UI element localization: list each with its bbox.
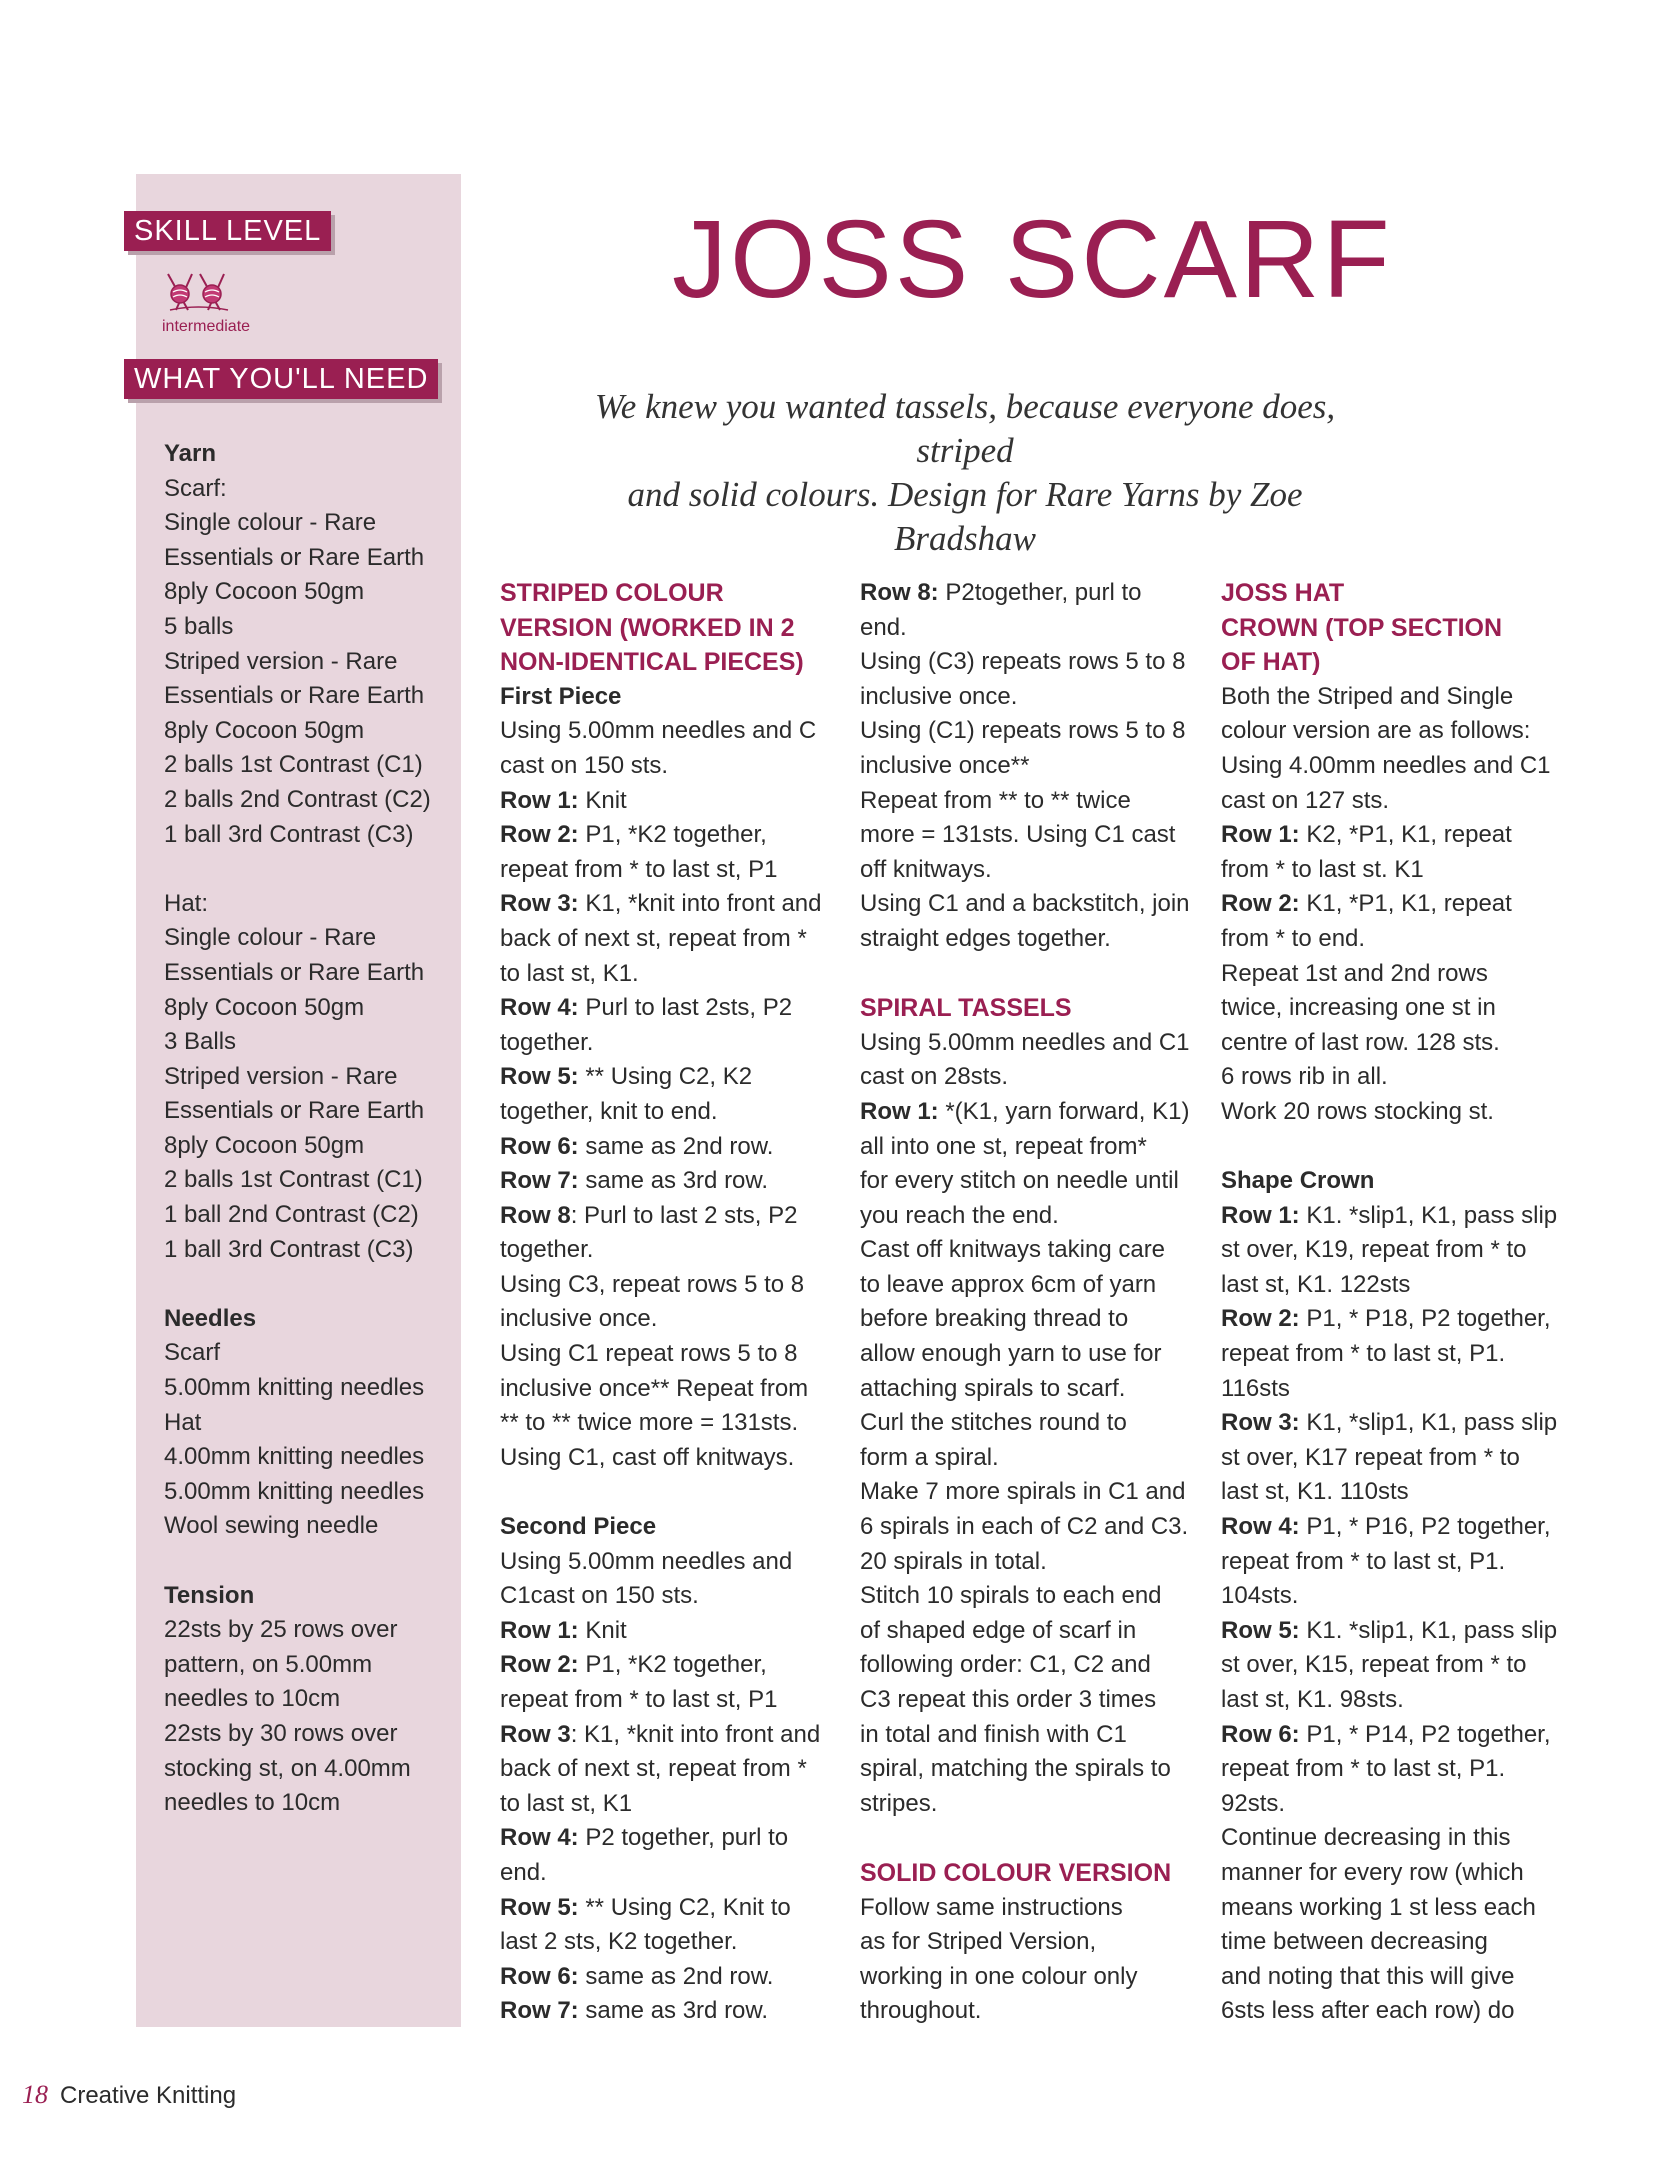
row-label: Row 4: (1221, 1513, 1300, 1541)
pattern-line: repeat from * to last st, P1 (500, 855, 778, 883)
pattern-line: Using (C3) repeats rows 5 to 8 (860, 648, 1186, 676)
pattern-line (1221, 1718, 1581, 1753)
pattern-line: 92sts. (1221, 1789, 1286, 1817)
pattern-line: to last st, K1. (500, 959, 639, 987)
pattern-line (500, 1060, 840, 1095)
pattern-line: Using 5.00mm needles and C1 (860, 1028, 1190, 1056)
pattern-line: Using 5.00mm needles and C (500, 717, 817, 745)
materials-line: Wool sewing needle (164, 1512, 379, 1540)
materials-line: 5.00mm knitting needles (164, 1477, 425, 1505)
pattern-line: Using 5.00mm needles and (500, 1547, 793, 1575)
materials-line: Essentials or Rare Earth (164, 682, 425, 710)
row-instruction: same as 2nd row. (578, 1132, 774, 1160)
pattern-line: Continue decreasing in this (1221, 1824, 1511, 1852)
pattern-line: back of next st, repeat from * (500, 1755, 807, 1783)
pattern-line: 6 spirals in each of C2 and C3. (860, 1513, 1189, 1541)
row-label: Row 3 (500, 1720, 571, 1748)
materials-line: Striped version - Rare (164, 647, 398, 675)
materials-line: 8ply Cocoon 50gm (164, 1131, 365, 1159)
materials-list (164, 437, 454, 1821)
pattern-line (500, 784, 840, 819)
pattern-line: following order: C1, C2 and (860, 1651, 1151, 1679)
row-instruction: P1, *K2 together, (578, 821, 767, 849)
subsection-heading: Second Piece (500, 1513, 657, 1541)
pattern-column-1 (500, 576, 840, 2029)
materials-line: Hat (164, 1408, 202, 1436)
subsection-heading: Shape Crown (1221, 1167, 1375, 1195)
pattern-line: end. (500, 1858, 547, 1886)
pattern-line: last st, K1. 110sts (1221, 1478, 1409, 1506)
row-label: Row 6: (500, 1962, 579, 1990)
row-label: Row 3: (500, 890, 579, 918)
pattern-line (500, 991, 840, 1026)
row-label: Row 8 (500, 1201, 571, 1229)
pattern-line: st over, K17 repeat from * to (1221, 1443, 1520, 1471)
pattern-line: repeat from * to last st, P1 (500, 1686, 778, 1713)
pattern-line: allow enough yarn to use for (860, 1340, 1162, 1368)
row-label: Row 4: (500, 994, 579, 1022)
pattern-column-2 (860, 576, 1200, 2029)
pattern-line (1221, 1510, 1581, 1545)
pattern-line (500, 1614, 840, 1649)
row-instruction: K1, *P1, K1, repeat (1299, 890, 1512, 918)
yarn-balls-icon (162, 270, 236, 312)
pattern-line: cast on 28sts. (860, 1063, 1009, 1091)
materials-line: Essentials or Rare Earth (164, 958, 425, 986)
row-label: Row 7: (500, 1167, 579, 1195)
row-label: Row 2: (1221, 1305, 1300, 1333)
pattern-line (860, 1095, 1200, 1130)
materials-line: Single colour - Rare (164, 924, 377, 952)
pattern-line (1221, 1406, 1581, 1441)
pattern-line: and noting that this will give (1221, 1962, 1515, 1990)
pattern-line: Work 20 rows stocking st. (1221, 1097, 1494, 1125)
pattern-line: Repeat from ** to ** twice (860, 786, 1131, 814)
pattern-line: throughout. (860, 1997, 982, 2025)
row-label: Row 1: (1221, 1201, 1300, 1229)
pattern-line: cast on 127 sts. (1221, 786, 1390, 814)
pattern-line (500, 1718, 840, 1753)
row-label: Row 2: (500, 821, 579, 849)
pattern-line: means working 1 st less each (1221, 1893, 1536, 1921)
pattern-line (500, 1994, 840, 2029)
pattern-line: Using C1, cast off knitways. (500, 1443, 795, 1471)
materials-line: pattern, on 5.00mm (164, 1650, 373, 1678)
pattern-line: inclusive once** (860, 751, 1030, 779)
pattern-line (1221, 818, 1581, 853)
row-instruction: K1, *slip1, K1, pass slip (1299, 1409, 1558, 1437)
intro-line: and solid colours. Design for Rare Yarns by Zoe Bradshaw (627, 475, 1303, 558)
pattern-line: inclusive once. (500, 1305, 658, 1333)
materials-line: 3 Balls (164, 1028, 237, 1056)
pattern-column-3 (1221, 576, 1581, 2029)
pattern-line: time between decreasing (1221, 1928, 1488, 1956)
pattern-line: centre of last row. 128 sts. (1221, 1028, 1500, 1056)
row-label: Row 2: (1221, 890, 1300, 918)
pattern-line: off knitways. (860, 855, 992, 883)
materials-line: 5 balls (164, 612, 234, 640)
row-instruction: Knit (578, 786, 627, 814)
materials-line: 22sts by 25 rows over (164, 1616, 398, 1644)
row-instruction: Knit (578, 1616, 627, 1644)
pattern-line: you reach the end. (860, 1201, 1059, 1229)
row-label: Row 1: (500, 786, 579, 814)
pattern-line: from * to end. (1221, 924, 1366, 952)
section-heading: VERSION (WORKED IN 2 (500, 613, 795, 642)
row-label: Row 4: (500, 1824, 579, 1852)
row-label: Row 1: (500, 1616, 579, 1644)
intro-text (560, 385, 1370, 561)
pattern-line: manner for every row (which (1221, 1858, 1524, 1886)
pattern-line: Using C1 repeat rows 5 to 8 (500, 1340, 798, 1368)
pattern-line: back of next st, repeat from * (500, 924, 807, 952)
pattern-line (500, 1648, 840, 1683)
materials-line: needles to 10cm (164, 1789, 341, 1817)
materials-line (164, 1544, 454, 1579)
materials-section-heading: Needles (164, 1304, 257, 1332)
row-instruction: K1. *slip1, K1, pass slip (1299, 1616, 1558, 1644)
what-you-need-heading: WHAT YOU'LL NEED (124, 359, 438, 399)
pattern-line (500, 1199, 840, 1234)
pattern-line: attaching spirals to scarf. (860, 1374, 1126, 1402)
materials-line: Striped version - Rare (164, 1062, 398, 1090)
page-title: JOSS SCARF (672, 198, 1393, 321)
row-instruction: same as 3rd row. (578, 1167, 769, 1195)
page-footer (22, 2080, 236, 2110)
pattern-line (1221, 1302, 1581, 1337)
pattern-line: Stitch 10 spirals to each end (860, 1582, 1162, 1610)
row-instruction: P1, * P18, P2 together, (1299, 1305, 1551, 1333)
row-instruction: K1, *knit into front and (578, 890, 822, 918)
pattern-line: 116sts (1221, 1374, 1290, 1402)
row-instruction: same as 3rd row. (578, 1997, 769, 2025)
pattern-line (500, 1960, 840, 1995)
materials-line: Scarf (164, 1339, 221, 1367)
materials-line: 1 ball 2nd Contrast (C2) (164, 1201, 419, 1229)
pattern-line: to last st, K1 (500, 1789, 633, 1817)
pattern-line: Follow same instructions (860, 1893, 1123, 1921)
pattern-line: cast on 150 sts. (500, 751, 669, 779)
pattern-line: working in one colour only (860, 1962, 1138, 1990)
row-label: Row 1: (860, 1097, 939, 1125)
pattern-line: before breaking thread to (860, 1305, 1129, 1333)
row-instruction: *(K1, yarn forward, K1) (938, 1097, 1190, 1125)
pattern-line: C3 repeat this order 3 times (860, 1686, 1157, 1713)
row-label: Row 5: (500, 1893, 579, 1921)
pattern-line (860, 957, 1200, 992)
publication-name: Creative Knitting (60, 2082, 237, 2109)
materials-line: 1 ball 3rd Contrast (C3) (164, 1235, 414, 1263)
pattern-line (1221, 887, 1581, 922)
materials-line: 22sts by 30 rows over (164, 1719, 398, 1747)
materials-line: 2 balls 1st Contrast (C1) (164, 751, 423, 779)
row-instruction: same as 2nd row. (578, 1962, 774, 1990)
pattern-line (860, 1821, 1200, 1856)
pattern-line: Repeat 1st and 2nd rows (1221, 959, 1488, 987)
pattern-line: together, knit to end. (500, 1097, 718, 1125)
pattern-line: repeat from * to last st, P1. (1221, 1547, 1506, 1575)
pattern-line: Cast off knitways taking care (860, 1236, 1166, 1264)
section-heading: STRIPED COLOUR (500, 579, 724, 607)
pattern-line (500, 1475, 840, 1510)
pattern-line: together. (500, 1236, 594, 1264)
pattern-line (500, 1130, 840, 1165)
pattern-line: end. (860, 613, 907, 641)
materials-section-heading: Yarn (164, 440, 217, 467)
pattern-line (500, 1821, 840, 1856)
materials-line: 8ply Cocoon 50gm (164, 993, 365, 1021)
pattern-line: Both the Striped and Single (1221, 682, 1514, 710)
pattern-line: repeat from * to last st, P1. (1221, 1340, 1506, 1368)
materials-section-heading: Tension (164, 1581, 255, 1609)
pattern-line (500, 887, 840, 922)
row-instruction: P1, *K2 together, (578, 1651, 767, 1679)
pattern-line: last st, K1. 98sts. (1221, 1686, 1404, 1713)
pattern-line: 20 spirals in total. (860, 1547, 1047, 1575)
section-heading: SPIRAL TASSELS (860, 994, 1072, 1023)
row-instruction: ** Using C2, K2 (578, 1063, 753, 1091)
skill-level-heading: SKILL LEVEL (124, 211, 331, 251)
pattern-line: Make 7 more spirals in C1 and (860, 1478, 1186, 1506)
subsection-heading: First Piece (500, 682, 622, 710)
row-label: Row 6: (500, 1132, 579, 1160)
pattern-line: to leave approx 6cm of yarn (860, 1270, 1157, 1298)
pattern-line: from * to last st. K1 (1221, 855, 1424, 883)
materials-line (164, 1267, 454, 1302)
row-instruction: P2together, purl to (938, 579, 1142, 606)
pattern-line (500, 1891, 840, 1926)
pattern-line: ** to ** twice more = 131sts. (500, 1409, 799, 1437)
intro-line: We knew you wanted tassels, because everyone does, striped (594, 387, 1336, 470)
pattern-line: straight edges together. (860, 924, 1111, 952)
pattern-line: of shaped edge of scarf in (860, 1616, 1137, 1644)
pattern-line: last 2 sts, K2 together. (500, 1928, 738, 1956)
pattern-line (1221, 1614, 1581, 1649)
page-number: 18 (22, 2080, 48, 2109)
materials-line: Hat: (164, 889, 209, 917)
pattern-line: 6 rows rib in all. (1221, 1063, 1388, 1091)
row-instruction: : Purl to last 2 sts, P2 (570, 1201, 798, 1229)
pattern-line (500, 818, 840, 853)
row-instruction: P2 together, purl to (578, 1824, 789, 1852)
row-instruction: : K1, *knit into front and (570, 1720, 821, 1748)
row-instruction: Purl to last 2sts, P2 (578, 994, 793, 1022)
row-instruction: K1. *slip1, K1, pass slip (1299, 1201, 1558, 1229)
pattern-line: Using C1 and a backstitch, join (860, 890, 1190, 918)
materials-line: Scarf: (164, 474, 227, 502)
pattern-line: form a spiral. (860, 1443, 999, 1471)
row-label: Row 6: (1221, 1720, 1300, 1748)
pattern-line: st over, K15, repeat from * to (1221, 1651, 1527, 1679)
pattern-line: as for Striped Version, (860, 1928, 1097, 1956)
materials-line: 5.00mm knitting needles (164, 1374, 425, 1402)
pattern-line: Using 4.00mm needles and C1 (1221, 751, 1551, 779)
materials-line: 2 balls 2nd Contrast (C2) (164, 785, 431, 813)
pattern-line: C1cast on 150 sts. (500, 1582, 699, 1610)
pattern-line: colour version are as follows: (1221, 717, 1531, 745)
row-instruction: ** Using C2, Knit to (578, 1893, 791, 1921)
pattern-line: last st, K1. 122sts (1221, 1270, 1411, 1298)
materials-line: Essentials or Rare Earth (164, 1097, 425, 1125)
pattern-line: Using (C1) repeats rows 5 to 8 (860, 717, 1186, 745)
section-heading: OF HAT) (1221, 648, 1321, 677)
pattern-line: together. (500, 1028, 594, 1056)
pattern-line: inclusive once. (860, 682, 1018, 710)
materials-line: Single colour - Rare (164, 509, 377, 537)
materials-line: 2 balls 1st Contrast (C1) (164, 1166, 423, 1194)
pattern-line (860, 576, 1200, 611)
pattern-line: stripes. (860, 1789, 938, 1817)
materials-line: Essentials or Rare Earth (164, 543, 425, 571)
pattern-line: 104sts. (1221, 1582, 1299, 1610)
materials-line: 4.00mm knitting needles (164, 1443, 425, 1471)
row-label: Row 2: (500, 1651, 579, 1679)
materials-line: 8ply Cocoon 50gm (164, 716, 365, 744)
pattern-line: spiral, matching the spirals to (860, 1755, 1171, 1783)
section-heading: NON-IDENTICAL PIECES) (500, 648, 804, 677)
materials-line (164, 852, 454, 887)
row-instruction: P1, * P16, P2 together, (1299, 1513, 1551, 1541)
row-instruction: P1, * P14, P2 together, (1299, 1720, 1551, 1748)
materials-line: 8ply Cocoon 50gm (164, 578, 365, 606)
row-label: Row 3: (1221, 1409, 1300, 1437)
materials-line: stocking st, on 4.00mm (164, 1754, 411, 1782)
pattern-line: more = 131sts. Using C1 cast (860, 821, 1176, 849)
section-heading: CROWN (TOP SECTION (1221, 613, 1503, 642)
row-label: Row 5: (500, 1063, 579, 1091)
pattern-line: repeat from * to last st, P1. (1221, 1755, 1506, 1783)
row-label: Row 1: (1221, 821, 1300, 849)
pattern-line: for every stitch on needle until (860, 1167, 1179, 1195)
pattern-line: in total and finish with C1 (860, 1720, 1127, 1748)
section-heading: SOLID COLOUR VERSION (860, 1858, 1172, 1887)
pattern-line: 6sts less after each row) do (1221, 1997, 1515, 2025)
pattern-line: st over, K19, repeat from * to (1221, 1236, 1527, 1264)
pattern-line: Curl the stitches round to (860, 1409, 1127, 1437)
pattern-line (1221, 1199, 1581, 1234)
row-label: Row 5: (1221, 1616, 1300, 1644)
skill-level-value: intermediate (162, 318, 251, 335)
pattern-line: twice, increasing one st in (1221, 994, 1496, 1022)
pattern-line: inclusive once** Repeat from (500, 1374, 809, 1402)
pattern-line (500, 1164, 840, 1199)
row-label: Row 7: (500, 1997, 579, 2025)
section-heading: JOSS HAT (1221, 579, 1345, 607)
row-label: Row 8: (860, 579, 939, 606)
pattern-line (1221, 1130, 1581, 1165)
materials-line: 1 ball 3rd Contrast (C3) (164, 820, 414, 848)
row-instruction: K2, *P1, K1, repeat (1299, 821, 1512, 849)
materials-line: needles to 10cm (164, 1685, 341, 1713)
pattern-line: all into one st, repeat from* (860, 1132, 1147, 1160)
pattern-line: Using C3, repeat rows 5 to 8 (500, 1270, 805, 1298)
